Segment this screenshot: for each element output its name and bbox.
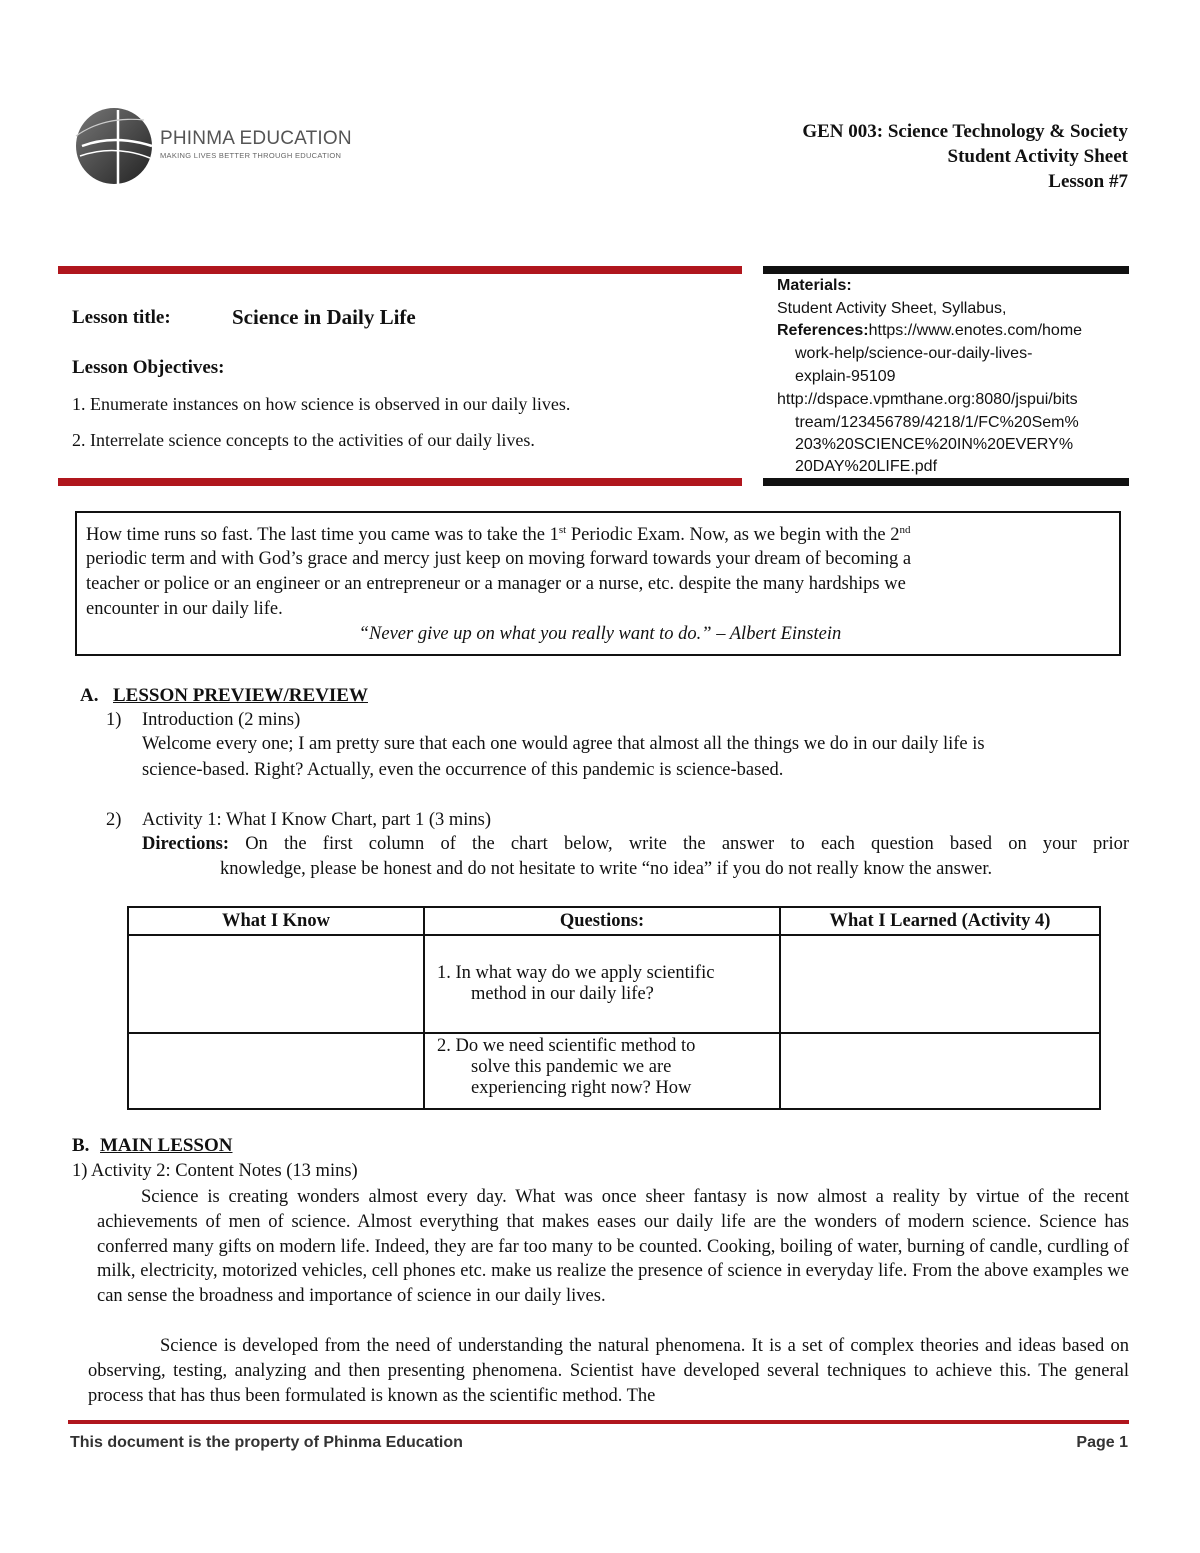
course-title: GEN 003: Science Technology & Society [802, 121, 1128, 142]
item-1-line-1: Welcome every one; I am pretty sure that each one would agree that almost all the things we do in our daily life is [142, 734, 985, 754]
section-a-heading: LESSON PREVIEW/REVIEW [113, 685, 368, 706]
references-line [777, 320, 1082, 342]
item-1-line-2: science-based. Right? Actually, even the occurrence of this pandemic is science-based. [142, 760, 784, 780]
footer-divider [68, 1420, 1129, 1424]
footer-property-note: This document is the property of Phinma Education [70, 1434, 463, 1451]
main-paragraph-1: Science is creating wonders almost every day. What was once sheer fantasy is now almost a reality by virtue of the recent achievements of men of science. Almost everything that makes eases our daily life are the wonders of modern science. Science has conferred many gifts on modern life. Indeed, they are far too many to be counted. Cooking, boiling of water, burning of candle, curdling of milk, electricity, motorized vehicles, cell phones etc. make us realize the presence of science in everyday life. From the above examples we can sense the broadness and importance of science in our daily lives. [97, 1187, 1129, 1307]
chart-header-row [128, 907, 1100, 935]
chart-row-2 [128, 1033, 1100, 1109]
chart-row-1 [128, 935, 1100, 1033]
section-b-letter: B. [72, 1135, 90, 1156]
intro-line-3: teacher or police or an engineer or an entrepreneur or a manager or a nurse, etc. despite the many hardships we [86, 574, 906, 594]
question-1-line-1: 1. In what way do we apply scientific [437, 963, 715, 983]
item-2-number: 2) [106, 810, 122, 830]
learned-cell-1[interactable] [780, 935, 1100, 1033]
intro-sup-2: nd [899, 524, 911, 536]
intro-line-4: encounter in our daily life. [86, 599, 283, 619]
question-2-line-1: 2. Do we need scientific method to [437, 1036, 696, 1056]
objective-2: 2. Interrelate science concepts to the activities of our daily lives. [72, 430, 535, 450]
page-number: Page 1 [1076, 1434, 1128, 1451]
black-divider-bottom [763, 478, 1129, 486]
objectives-label: Lesson Objectives: [72, 357, 225, 378]
objective-1: 1. Enumerate instances on how science is observed in our daily lives. [72, 394, 571, 414]
learned-cell-2[interactable] [780, 1033, 1100, 1109]
directions-line-2: knowledge, please be honest and do not hesitate to write “no idea” if you do not really know the answer. [220, 859, 993, 879]
item-2-title: Activity 1: What I Know Chart, part 1 (3 mins) [142, 810, 492, 830]
reference-1-line-3[interactable]: explain-95109 [795, 368, 896, 385]
reference-1-line-1[interactable]: https://www.enotes.com/home [868, 322, 1083, 339]
item-1-number: 1) [106, 710, 122, 730]
einstein-quote: “Never give up on what you really want to do.” – Albert Einstein [358, 624, 842, 644]
reference-2-line-1[interactable]: http://dspace.vpmthane.org:8080/jspui/bits [777, 391, 1078, 408]
answer-cell-1[interactable] [128, 935, 424, 1033]
col-what-i-know: What I Know [128, 907, 424, 935]
reference-2-line-4[interactable]: 20DAY%20LIFE.pdf [795, 458, 938, 475]
intro-line-1 [86, 524, 910, 546]
logo-name: PHINMA EDUCATION [160, 128, 352, 149]
references-label: References: [777, 322, 869, 339]
what-i-know-chart [127, 906, 1101, 1110]
item-1-title: Introduction (2 mins) [142, 710, 301, 730]
question-cell-2 [424, 1033, 780, 1109]
red-divider-bottom [58, 478, 742, 486]
materials-label: Materials: [777, 277, 852, 294]
lesson-title-label: Lesson title: [72, 307, 171, 328]
lesson-title: Science in Daily Life [232, 305, 416, 329]
col-what-i-learned: What I Learned (Activity 4) [780, 907, 1100, 935]
directions-label: Directions: [142, 834, 229, 854]
lesson-number: Lesson #7 [1048, 171, 1128, 192]
section-a-letter: A. [80, 685, 99, 706]
col-questions: Questions: [424, 907, 780, 935]
doc-type: Student Activity Sheet [947, 146, 1128, 167]
intro-sup-1: st [558, 524, 567, 536]
question-2-line-3: experiencing right now? How [471, 1078, 692, 1098]
question-cell-1 [424, 935, 780, 1033]
question-1-line-2: method in our daily life? [471, 984, 654, 1004]
logo-tagline: MAKING LIVES BETTER THROUGH EDUCATION [160, 151, 342, 160]
materials-items: Student Activity Sheet, Syllabus, [777, 300, 1007, 317]
question-2-line-2: solve this pandemic we are [471, 1057, 672, 1077]
reference-1-line-2[interactable]: work-help/science-our-daily-lives- [795, 345, 1033, 362]
intro-line-1a: How time runs so fast. The last time you came was to take the 1 [86, 525, 559, 546]
main-paragraph-2: Science is developed from the need of understanding the natural phenomena. It is a set of complex theories and ideas based on observing, testing, analyzing and then presenting phenomena. Scientist have developed several techniques to achieve this. The general process that has thus been formulated is known as the scientific method. The [88, 1336, 1129, 1406]
intro-line-2: periodic term and with God’s grace and mercy just keep on moving forward towards your dream of becoming a [86, 549, 912, 569]
directions-text-1: On the first column of the chart below, write the answer to each question based on your prior [229, 834, 1129, 854]
answer-cell-2[interactable] [128, 1033, 424, 1109]
reference-2-line-2[interactable]: tream/123456789/4218/1/FC%20Sem% [795, 414, 1079, 431]
directions-line-1 [142, 834, 1129, 855]
intro-line-1b: Periodic Exam. Now, as we begin with the 2 [566, 525, 900, 546]
activity-2-title: 1) Activity 2: Content Notes (13 mins) [72, 1161, 358, 1181]
black-divider-top [763, 266, 1129, 274]
reference-2-line-3[interactable]: 203%20SCIENCE%20IN%20EVERY% [795, 436, 1074, 453]
red-divider-top [58, 266, 742, 274]
section-b-heading: MAIN LESSON [100, 1135, 233, 1156]
